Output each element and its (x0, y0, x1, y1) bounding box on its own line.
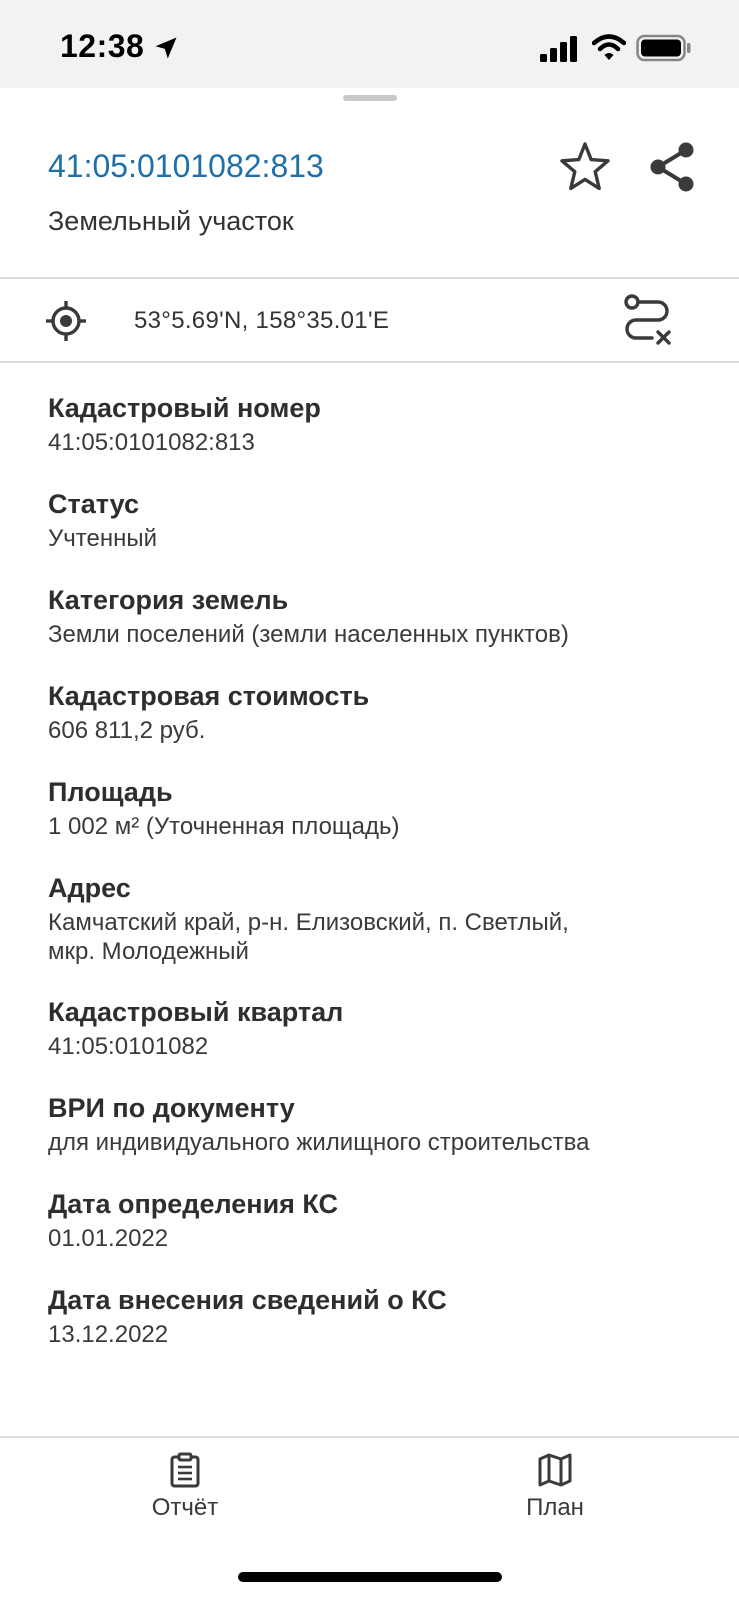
field-value: 1 002 м² (Уточненная площадь) (48, 813, 400, 840)
field-status (48, 486, 708, 582)
field-label: Категория земель (48, 585, 289, 615)
cadastral-number-title[interactable]: 41:05:0101082:813 (48, 148, 324, 184)
field-cost-date (48, 1186, 708, 1282)
status-bar (0, 0, 739, 88)
field-value: 41:05:0101082:813 (48, 429, 255, 456)
field-value-line1: Камчатский край, р-н. Елизовский, п. Светлый, (48, 909, 569, 936)
field-label: Дата внесения сведений о КС (48, 1285, 447, 1315)
location-arrow-icon (152, 34, 180, 62)
field-cadastral-quarter (48, 994, 708, 1090)
home-indicator[interactable] (238, 1572, 502, 1582)
field-label: ВРИ по документу (48, 1093, 295, 1123)
field-value: для индивидуального жилищного строительства (48, 1129, 590, 1156)
divider (0, 361, 739, 363)
field-value: 41:05:0101082 (48, 1033, 209, 1060)
field-label: Кадастровый квартал (48, 997, 344, 1027)
battery-icon (636, 34, 692, 62)
details-list (48, 390, 708, 1378)
tab-plan-label: План (526, 1494, 584, 1521)
tab-report-label: Отчёт (151, 1494, 219, 1521)
field-label: Дата определения КС (48, 1189, 339, 1219)
field-value: Учтенный (48, 525, 157, 552)
wifi-icon (592, 32, 626, 62)
field-entry-date (48, 1282, 708, 1378)
route-icon[interactable] (622, 293, 674, 347)
star-icon[interactable] (558, 140, 612, 194)
map-icon (537, 1452, 573, 1488)
coordinates-row (0, 279, 739, 361)
field-label: Статус (48, 489, 139, 519)
field-value: 13.12.2022 (48, 1321, 169, 1348)
target-icon[interactable] (46, 301, 86, 341)
sheet-grabber[interactable] (343, 95, 397, 101)
field-label: Адрес (48, 873, 131, 903)
field-land-category (48, 582, 708, 678)
object-type-subtitle: Земельный участок (48, 206, 294, 236)
field-label: Площадь (48, 777, 173, 807)
field-label: Кадастровая стоимость (48, 681, 370, 711)
field-cadastral-cost (48, 678, 708, 774)
field-value-line2: мкр. Молодежный (48, 938, 249, 965)
status-time: 12:38 (60, 28, 145, 64)
field-address (48, 870, 708, 994)
field-value: 01.01.2022 (48, 1225, 169, 1252)
clipboard-icon (167, 1452, 203, 1488)
coordinates-text[interactable]: 53°5.69'N, 158°35.01'E (134, 307, 390, 334)
cellular-signal-icon (540, 36, 578, 62)
details-sheet (0, 88, 739, 1600)
field-value: 606 811,2 руб. (48, 717, 206, 744)
field-area (48, 774, 708, 870)
field-value: Земли поселений (земли населенных пунктов) (48, 621, 569, 648)
field-label: Кадастровый номер (48, 393, 321, 423)
field-permitted-use (48, 1090, 708, 1186)
share-icon[interactable] (648, 140, 696, 194)
tab-plan[interactable] (485, 1452, 625, 1532)
tab-report[interactable] (115, 1452, 255, 1532)
field-cadastral-number (48, 390, 708, 486)
